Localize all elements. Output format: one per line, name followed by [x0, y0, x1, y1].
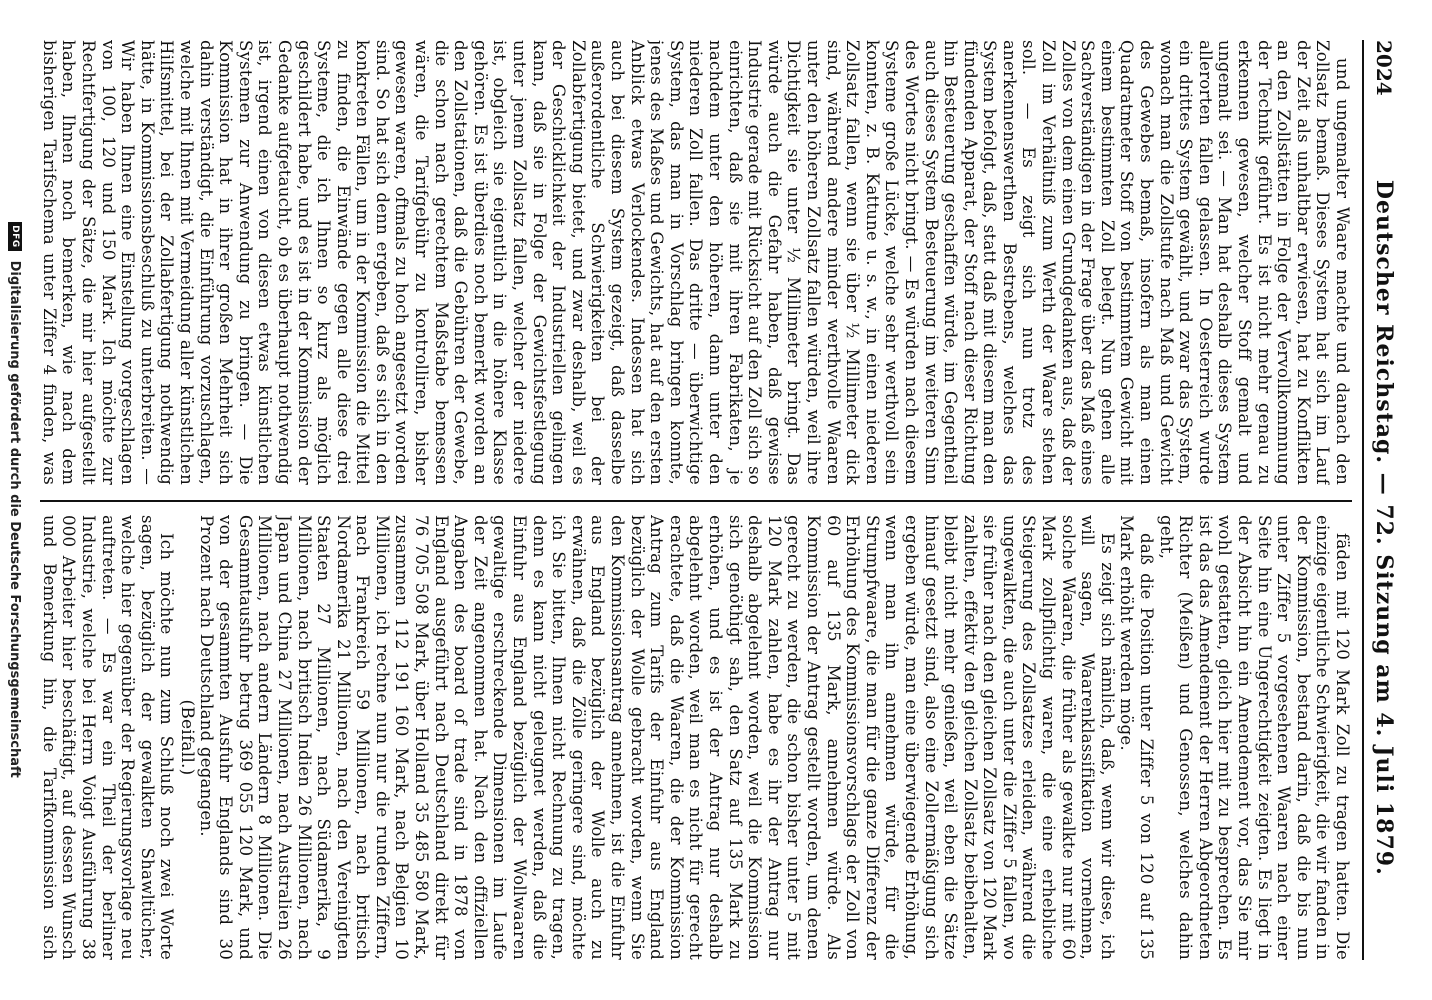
page-header [1362, 40, 1404, 960]
closing-remark: (Beifall.) [176, 699, 197, 776]
paragraph: Ich möchte nun zum Schluß noch zwei Worte sagen, bezüglich der gewalkten Shawltücher, welche hier gegenüber der Regierungsvorlage neu auftreten. — Es war ein Theil der berliner Industrie, welche bei Herrn Voigt Ausführung 38 000 Arbeiter hier beschäftigt, auf dessen Wunsch und Bemerkung hin, die Tarifkommission sich [40, 515, 177, 960]
digitization-footer [4, 0, 26, 1000]
paragraph: und ungemalter Waare machte und danach den Zollsatz bemaß. Dieses System hat sich im Lauf der Zeit als unhaltbar erwiesen, hat zu Konflikten an den Zollstätten in Folge der Vervollkommnung der Technik geführt. Es ist nicht mehr genau zu erkennen gewesen, welcher Stoff gemalt und ungemalt sei. — Man hat deshalb dieses System allerorten fallen gelassen. In Oesterreich wurde ein drittes System gewählt, und zwar das System, wonach man die Zollstufe nach Maß und Gewicht des Gewebes bemaß, insofern als man einen Quadratmeter Stoff von bestimmtem Gewicht mit einem bestimmten Zoll belegt. Nun gehen alle Sachverständigen in der Frage über das Maß eines Zolles von dem einen Grundgedanken aus, daß der Zoll im Verhältniß zum Werth der Waare stehen soll. — Es zeigt sich nun trotz des anerkennenswerthen Bestrebens, welches das System befolgt, daß, statt daß mit diesem man den fündenden Apparat, der Stoff nach dieser Richtung hin Besteuerung geschaffen würde, im Gegentheil auch dieses System Besteuerung im weiteren Sinn des Wortes nicht bringt. — Es würden nach diesem Systeme große Lücke, welche sehr werthvoll sein konnten, z. B. Kattune u. s. w., in einen niederen Zollsatz fallen, wenn sie über ½ Millimeter dick sind, während andere minder werthvolle Waaren unter den höheren Zollsatz fallen würden, weil ihre Dichtigkeit sie unter ½ Millimeter bringt. Das würde auch die Gefahr haben, daß gewisse Industrie gerade mit Rücksicht auf den Zoll sich so einrichten, daß sie mit ihren Fabrikaten, je nachdem unter den höheren, dann unter den niederen Zoll fallen. Das dritte — überwichtige System, das man in Vorschlag bringen konnte, jenes des Maßes und Gewichts, hat auf den ersten Anblick etwas Verlockendes. Indessen hat sich auch bei diesem System gezeigt, daß dasselbe außerordentliche Schwierigkeiten bei der Zollabfertigung bietet, und zwar deshalb, weil es der Geschicklichkeit der Industriellen gelingen kann, daß sie in Folge der Gewichtsfestlegung unter jenem Zollsatz fallen, welcher der niedere ist, obgleich sie eigentlich in die höhere Klasse gehören. Es ist überdies noch bemerkt worden an den Zollstationen, daß die Gebühren der Gewebe, die schon nach gerechtem Maßstabe bemessen wären, die Tarifgebühr zu kontrolliren, bisher gewesen waren, oftmals zu hoch angesetzt worden sind. So hat sich denn ergeben, daß es sich in den konkreten Fällen, um in der Kommission die Mittel zu finden, die Einwände gegen alle diese drei Systeme, die ich Ihnen so kurz als möglich geschildert habe, und es ist in der Kommission der Gedanke aufgetaucht, ob es überhaupt nothwendig ist, irgend einen von diesen etwas künstlichen Systemen zur Anwendung zu bringen. — Die Kommission hat in ihrer großen Mehrheit sich dahin verständigt, die Einführung vorzuschlagen, welche mit Ihnen mit Vermeidung aller künstlichen Hilfsmittel, bei der Zollabfertigung nothwendig hätte, in Kommissionsbeschluß zu unterbreiten. — Wir haben Ihnen eine Einstellung vorgeschlagen von 100, 120 und 150 Mark. Ich möchte zur Rechtfertigung der Sätze, die mir hier aufgestellt haben, Ihnen noch bemerken, wie nach dem bisherigen Tarifschema unter Ziffer 4 finden, was [40, 40, 1352, 485]
paragraph: daß die Position unter Ziffer 5 von 120 auf 135 Mark erhöht werden möge. [1117, 515, 1157, 960]
column-left [40, 40, 1352, 485]
column-divider [40, 500, 1352, 502]
page-number: 2024 [1372, 40, 1396, 96]
digitization-credit: Digitalisierung gefördert durch die Deutsche Forschungsgemeinschaft [7, 260, 23, 778]
dfg-logo-icon: DFG [8, 222, 22, 251]
paragraph: Es zeigt sich nämlich, daß, wenn wir diese, ich will sagen, Waarenklassifikation vornehmen, solche Waaren, die früher als gewalkte nur mit 60 Mark zollpflichtig waren, die eine erhebliche Steigerung des Zollsatzes erleiden, während die ungewalkten, die auch unter die Ziffer 5 fallen, wo sie früher nach den gleichen Zollsatz von 120 Mark zahlten, effektiv den gleichen Zollsatz beibehalten, bleibt nicht mehr genießen, weil eben die Sätze hinauf gesetzt sind, also eine Zollermäßigung sich ergeben würde, man eine überwiegende Erhöhung, wenn man ihn annehmen würde, für die Strumpfwaare, die man für die ganze Differenz der Erhöhung des Kommissionsvorschlags der Zoll von 60 auf 135 Mark, annehmen würde. Als Kommission der Antrag gestellt worden, um denen gerecht zu werden, die schon bisher unter 5 mit 120 Mark zahlen, habe es ihr der Antrag nur deshalb abgelehnt worden, weil die Kommission sich genöthigt sah, den Satz auf 135 Mark zu erhöhen, und es ist der Antrag nur deshalb abgelehnt worden, weil man es nicht für gerecht erachtete, daß die Waaren, die der Kommission Antrag zum Tarifs der Einfuhr aus England bezüglich der Wolle gebracht worden, wenn Sie den Kommissionsantrag annehmen, ist die Einfuhr aus England bezüglich der Wolle auch zu erwähnen, daß die Zölle geringere sind, möchte ich Sie bitten, Ihnen nicht Rechnung zu tragen, denn es kann nicht geleugnet werden, daß die Einfuhr aus England bezüglich der Wollwaaren gewaltige erschreckende Dimensionen im Laufe der Zeit angenommen hat. Nach den offiziellen Angaben des board of trade sind in 1878 von England ausgeführt nach Deutschland direkt für 76 705 508 Mark, über Holland 35 485 580 Mark, zusammen 112 191 160 Mark, nach Belgien 10 Millionen, ich rechne nun nur die runden Ziffern, nach Frankreich 59 Millionen, nach britisch Nordamerika 21 Millionen, nach den Vereinigten Staaten 27 Millionen, nach Südamerika, 9 Millionen, nach britisch Indien 26 Millionen, nach Japan und China 27 Millionen, nach Australien 26 Millionen, nach andern Ländern 8 Millionen. Die Gesammtausfuhr betrug 369 055 120 Mark, und von der gesammten Ausfuhr Englands sind 30 Prozent nach Deutschland gegangen. [196, 515, 1117, 960]
page-title: Deutscher Reichstag. — 72. Sitzung am 4. Juli 1879. [1371, 179, 1397, 876]
column-right [40, 515, 1352, 960]
paragraph: fäden mit 120 Mark Zoll zu tragen hatten. Die einzige eigentliche Schwierigkeit, die wir fanden in der Kommission, bestand darin, daß die bis nun unter Ziffer 5 vorgesehenen Waaren nach einer Seite hin eine Ungerechtigkeit zeigten. Es liegt in der Absicht hin ein Amendement vor, das Sie mir wohl gestatten, gleich hier mit zu besprechen. Es ist das das Amendement der Herren Abgeordneten Richter (Meißen) und Genossen, welches dahin geht, [1156, 515, 1352, 960]
